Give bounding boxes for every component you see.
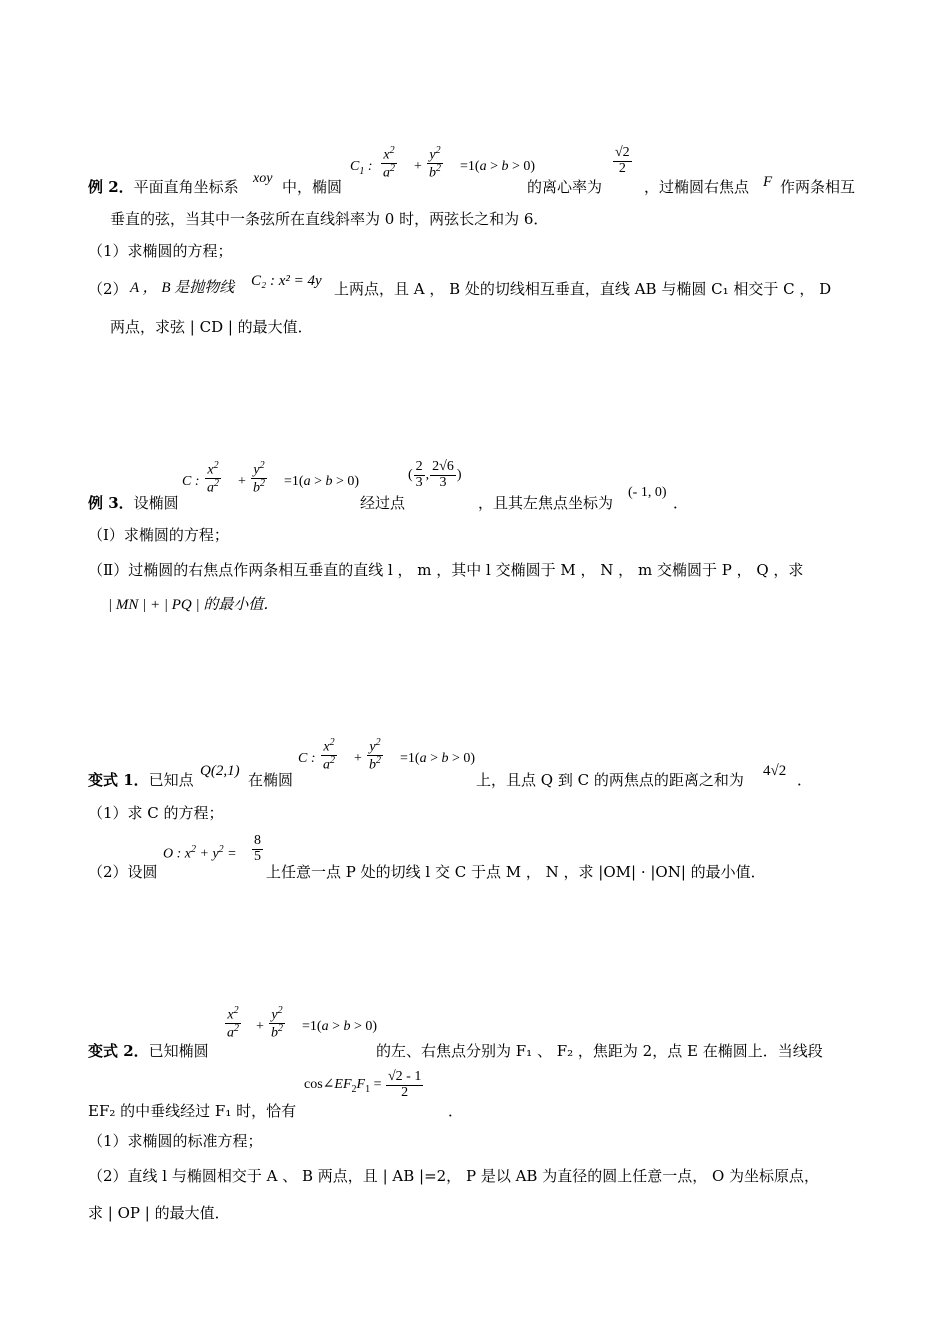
v1-point-Q: Q(2,1): [200, 763, 240, 779]
v1-text2: 在椭圆: [248, 771, 294, 789]
v2-text2: 的左、右焦点分别为 F₁ 、 F₂ ，焦距为 2，点 E 在椭圆上．当线段: [376, 1042, 823, 1060]
ex3-q1: （Ⅰ）求椭圆的方程；: [88, 526, 229, 544]
v2-q3: 求 | OP | 的最大值．: [88, 1204, 230, 1222]
ex3-ellipse-formula: C : $\frac{x^2}{a^2}$ + $\frac{y^2}{b^2}$ =1(a > b > 0): [182, 460, 360, 496]
ex3-point: ( $\frac{2}{3}$ , $\frac{2√6}{3}$ ): [408, 459, 462, 490]
ex2-text3: 的离心率为: [527, 178, 603, 196]
ex2-text4: ，过椭圆右焦点: [644, 178, 750, 196]
ex2-eccentricity: $\frac{√2}{2}$: [615, 145, 630, 176]
v1-circle-formula: O : $x^2 + y^2$ = $\frac{8}{5}$: [163, 833, 261, 864]
v1-q2-text: 上任意一点 P 处的切线 l 交 C 于点 M ， N ，求 |OM| · |ON| 的最小值．: [266, 863, 766, 881]
ex2-focus-F: F: [763, 174, 773, 190]
v2-line1: [88, 1040, 209, 1061]
v2-q2: （2）直线 l 与椭圆相交于 A 、 B 两点，且 | AB |=2， P 是以 AB 为直径的圆上任意一点， O 为坐标原点，: [88, 1167, 820, 1185]
v2-ellipse-formula: $\frac{x^2}{a^2}$ + $\frac{y^2}{b^2}$ =1(a > b > 0): [227, 1005, 378, 1041]
ex2-text5: 作两条相互: [780, 178, 856, 196]
v1-line1: [88, 769, 194, 790]
ex3-text3: ，且其左焦点坐标为: [478, 494, 614, 512]
ex3-text4: ．: [673, 494, 689, 512]
ex2-text2: 中，椭圆: [282, 178, 343, 196]
ex2-q2-end: 两点，求弦 | CD | 的最大值．: [110, 318, 313, 336]
ex3-label: 例 3．: [88, 494, 134, 512]
ex3-line1: [88, 492, 179, 513]
v2-label: 变式 2．: [88, 1042, 149, 1060]
ex3-q3: | MN | + | PQ | 的最小值．: [108, 597, 279, 613]
v2-text1: 已知椭圆: [148, 1042, 209, 1060]
ex3-text1: 设椭圆: [133, 494, 179, 512]
ex2-parabola: C₂ : x² = 4y: [251, 273, 322, 289]
ex2-line2: 垂直的弦，当其中一条弦所在直线斜率为 0 时，两弦长之和为 6．: [110, 210, 549, 228]
v2-line2a: EF₂ 的中垂线经过 F₁ 时，恰有: [88, 1102, 297, 1120]
v2-q1: （1）求椭圆的标准方程；: [88, 1132, 263, 1150]
v1-q2-prefix: （2）设圆: [88, 863, 158, 881]
v1-text4: ．: [797, 771, 813, 789]
v2-line2b: ．: [448, 1102, 464, 1120]
ex2-xoy: xoy: [253, 171, 273, 186]
ex3-q2: （Ⅱ）过椭圆的右焦点作两条相互垂直的直线 l ， m ，其中 l 交椭圆于 M ， N ， m 交椭圆于 P ， Q ，求: [88, 561, 804, 579]
ex2-q2-text: 上两点，且 A ， B 处的切线相互垂直，直线 AB 与椭圆 C₁ 相交于 C ， D: [334, 280, 832, 298]
v2-cos-formula: $\cos\angle EF_2F_1$ = $\frac{√2 - 1}{2}$: [304, 1069, 422, 1100]
v1-text3: 上，且点 Q 到 C 的两焦点的距离之和为: [476, 771, 744, 789]
v1-text1: 已知点: [148, 771, 194, 789]
ex2-q1: （1）求椭圆的方程；: [88, 242, 233, 260]
ex3-focus: (- 1, 0): [628, 485, 667, 500]
ex2-line1: [88, 176, 239, 197]
ex2-ellipse-formula: $C_1$ : $\frac{x^2}{a^2}$ + $\frac{y^2}{b^2}$ =1(a > b > 0): [350, 145, 536, 181]
v1-label: 变式 1．: [88, 771, 149, 789]
v1-q1: （1）求 C 的方程；: [88, 804, 224, 822]
v1-sum: 4√2: [763, 763, 787, 779]
ex3-text2: 经过点: [360, 494, 406, 512]
ex2-q2-prefix: （2）: [88, 280, 128, 298]
ex2-label: 例 2．: [88, 178, 134, 196]
ex2-text1: 平面直角坐标系: [133, 178, 239, 196]
ex2-q2-AB: A ， B 是抛物线: [130, 280, 235, 296]
v1-ellipse-formula: C : $\frac{x^2}{a^2}$ + $\frac{y^2}{b^2}$ =1(a > b > 0): [298, 737, 476, 773]
